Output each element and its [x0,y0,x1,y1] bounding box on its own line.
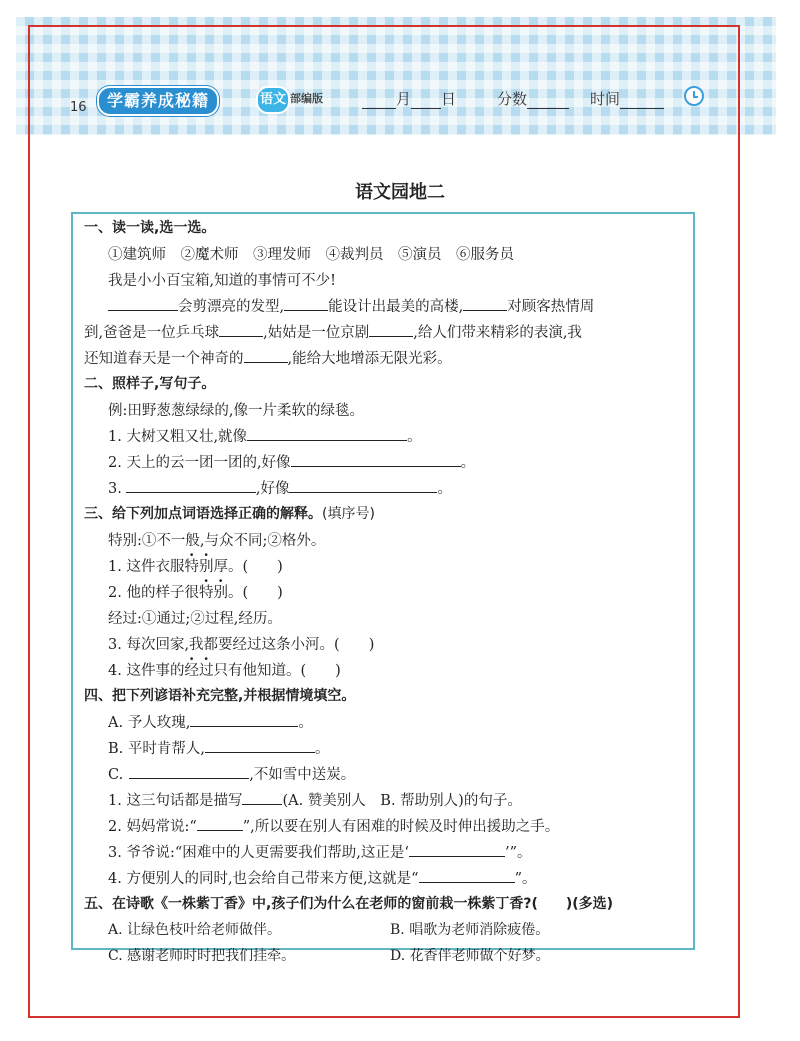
section-3-def-1: 特别:①不一般,与众不同;②格外。 [108,533,326,549]
blank[interactable] [197,816,243,831]
blank[interactable] [129,764,249,779]
section-4-q3: 3. 爷爷说:“困难中的人更需要我们帮助,这正是‘ ’”。 [108,841,532,862]
score-label: 分数 [497,90,528,108]
option-b[interactable]: B. 唱歌为老师消除疲倦。 [390,922,550,938]
section-2-q1: 1. 大树又粗又壮,就像 。 [108,425,422,446]
section-3-q1: 1. 这件衣服特别厚。( ) [108,559,283,575]
section-4-a: A. 予人玫瑰, 。 [108,711,313,732]
blank[interactable] [291,452,461,467]
blank[interactable] [108,296,178,311]
blank[interactable] [205,738,315,753]
section-1-heading: 一、读一读,选一选。 [84,220,216,236]
section-1-intro: 我是小小百宝箱,知道的事情可不少! [108,273,336,289]
subject-badge: 语文 [256,86,290,114]
day-label: 日 [441,90,457,108]
option-d[interactable]: D. 花香伴老师做个好梦。 [390,948,550,964]
blank[interactable] [219,322,263,337]
section-2-example: 例:田野葱葱绿绿的,像一片柔软的绿毯。 [108,403,364,419]
section-5-heading: 五、在诗歌《一株紫丁香》中,孩子们为什么在老师的窗前栽一株紫丁香?( )(多选) [84,896,614,912]
blank[interactable] [190,712,298,727]
section-3-q4: 4. 这件事的经过只有他知道。( ) [108,663,341,679]
section-3-q2: 2. 他的样子很特别。( ) [108,585,283,601]
section-2-q3: 3. ,好像 。 [108,477,452,498]
blank[interactable] [244,348,288,363]
page-number: 16 [70,100,87,115]
month-label: 月 [396,90,412,108]
section-4-q1: 1. 这三句话都是描写 (A. 赞美别人 B. 帮助别人)的句子。 [108,789,522,810]
section-2-heading: 二、照样子,写句子。 [84,376,216,392]
section-3-def-2: 经过:①通过;②过程,经历。 [108,611,282,627]
section-4-q2: 2. 妈妈常说:“ ”,所以要在别人有困难的时候及时伸出援助之手。 [108,815,559,836]
section-4-c: C. ,不如雪中送炭。 [108,763,355,784]
section-3-heading: 三、给下列加点词语选择正确的解释。(填序号) [84,506,375,522]
clock-icon [684,86,704,106]
section-2-q2: 2. 天上的云一团一团的,好像 。 [108,451,475,472]
option-c[interactable]: C. 感谢老师时时把我们挂牵。 [108,948,296,964]
time-field[interactable] [590,88,664,109]
section-4-heading: 四、把下列谚语补充完整,并根据情境填空。 [84,688,356,704]
section-4-q4: 4. 方便别人的同时,也会给自己带来方便,这就是“ ”。 [108,867,537,888]
score-field[interactable] [497,88,569,109]
blank[interactable] [463,296,507,311]
section-1-options: ①建筑师 ②魔术师 ③理发师 ④裁判员 ⑤演员 ⑥服务员 [108,247,514,263]
blank[interactable] [369,322,413,337]
blank[interactable] [409,842,505,857]
brand-logo: 学霸养成秘籍 [97,86,219,116]
blank[interactable] [289,478,437,493]
blank[interactable] [419,868,515,883]
date-field[interactable] [362,88,456,109]
time-label: 时间 [590,90,621,108]
option-a[interactable]: A. 让绿色枝叶给老师做伴。 [108,922,282,938]
edition-label: 部编版 [290,92,323,105]
section-1-line-2: 到,爸爸是一位乒乓球 ,姑姑是一位京剧 ,给人们带来精彩的表演,我 [84,321,582,342]
blank[interactable] [126,478,256,493]
blank[interactable] [247,426,407,441]
blank[interactable] [284,296,328,311]
page-title: 语文园地二 [355,182,445,203]
section-1-line-3: 还知道春天是一个神奇的 ,能给大地增添无限光彩。 [84,347,452,368]
section-1-line-1: 会剪漂亮的发型, 能设计出最美的高楼, 对顾客热情周 [108,295,594,316]
section-4-b: B. 平时肯帮人, 。 [108,737,329,758]
blank[interactable] [242,790,282,805]
section-3-q3: 3. 每次回家,我都要经过这条小河。( ) [108,637,375,653]
